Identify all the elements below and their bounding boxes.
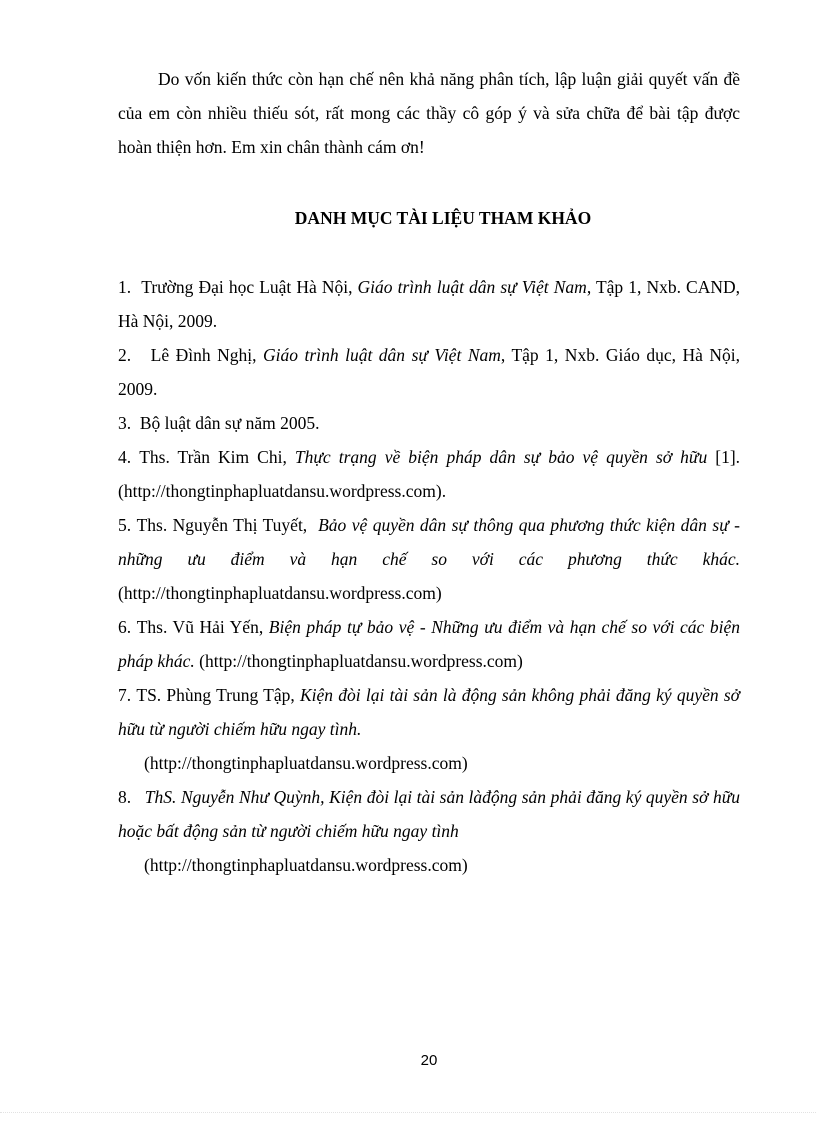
page-bottom-divider: [0, 1112, 816, 1113]
reference-item: [118, 440, 740, 508]
page-number: 20: [420, 1052, 438, 1069]
reference-author: Bộ luật dân sự năm 2005.: [139, 413, 320, 433]
reference-details: , Tập 1, Nxb. CAND, Hà Nội, 2009.: [118, 277, 740, 331]
reference-title: Biện pháp tự bảo vệ - Những ưu điểm và hạn chế so với các biện pháp khác.: [118, 617, 740, 671]
reference-number: 7.: [118, 685, 132, 705]
reference-item: [118, 270, 740, 338]
reference-details: (http://thongtinphapluatdansu.wordpress.com): [118, 583, 442, 603]
reference-item: [118, 338, 740, 406]
reference-url: (http://thongtinphapluatdansu.wordpress.com): [144, 855, 468, 875]
closing-paragraph: Do vốn kiến thức còn hạn chế nên khả năng phân tích, lập luận giải quyết vấn đề của em còn nhiều thiếu sót, rất mong các thầy cô góp ý và sửa chữa để bài tập được hoàn thiện hơn. Em xin chân thành cám ơn!: [118, 69, 740, 157]
reference-details: , Tập 1, Nxb. Giáo dục, Hà Nội, 2009.: [118, 345, 741, 399]
reference-title: Thực trạng về biện pháp dân sự bảo vệ quyền sở hữu: [294, 447, 708, 467]
reference-details: (http://thongtinphapluatdansu.wordpress.com): [194, 651, 523, 671]
reference-title: Kiện đòi lại tài sản là động sản không phải đăng ký quyền sở hữu từ người chiếm hữu ngay tình.: [118, 685, 741, 739]
reference-number: 6.: [118, 617, 132, 637]
reference-title: Giáo trình luật dân sự Việt Nam: [263, 345, 501, 365]
reference-title: Kiện đòi lại tài sản làđộng sản phải đăng ký quyền sở hữu hoặc bất động sản từ người chiếm hữu ngay tình: [118, 787, 740, 841]
reference-author: Ths. Nguyễn Thị Tuyết,: [136, 515, 308, 535]
reference-number: 4.: [118, 447, 132, 467]
reference-author: ThS. Nguyễn Như Quỳnh,: [144, 787, 325, 807]
reference-title: Bảo vệ quyền dân sự thông qua phương thức kiện dân sự - những ưu điểm và hạn chế so với các phương thức khác.: [118, 515, 741, 569]
reference-author: TS. Phùng Trung Tập,: [136, 685, 295, 705]
reference-number: 3.: [118, 413, 132, 433]
reference-item: [118, 780, 740, 882]
references-heading: DANH MỤC TÀI LIỆU THAM KHẢO: [294, 208, 592, 228]
reference-item: [118, 406, 740, 440]
reference-item: [118, 610, 740, 678]
reference-number: 5.: [118, 515, 132, 535]
reference-title: Giáo trình luật dân sự Việt Nam: [357, 277, 587, 297]
reference-author: Ths. Vũ Hải Yến,: [136, 617, 264, 637]
reference-url: (http://thongtinphapluatdansu.wordpress.com): [144, 753, 468, 773]
reference-number: 8.: [118, 787, 132, 807]
reference-item: [118, 678, 740, 780]
reference-details: [1]. (http://thongtinphapluatdansu.wordpress.com).: [118, 447, 741, 501]
reference-item: [118, 508, 740, 610]
reference-author: Ths. Trần Kim Chi,: [139, 447, 287, 467]
reference-number: 2.: [118, 345, 132, 365]
references-list: [118, 270, 740, 882]
reference-author: Lê Đình Nghị,: [150, 345, 257, 365]
reference-number: 1.: [118, 277, 132, 297]
reference-author: Trường Đại học Luật Hà Nội,: [141, 277, 353, 297]
